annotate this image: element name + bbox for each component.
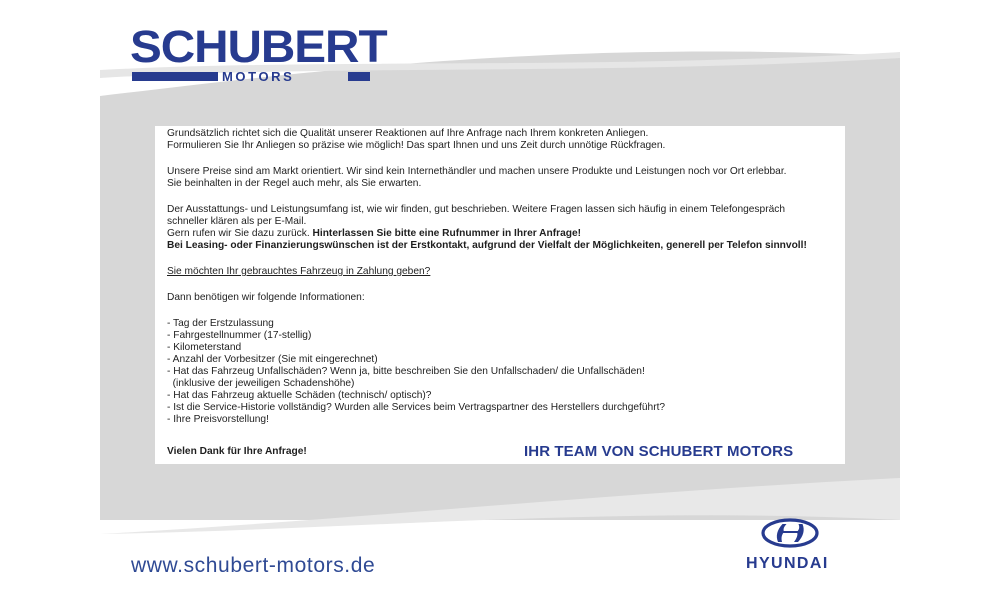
team-signature: IHR TEAM VON SCHUBERT MOTORS <box>524 443 794 460</box>
info-item: - Fahrgestellnummer (17-stellig) <box>167 330 312 341</box>
callback-text: Gern rufen wir Sie dazu zurück. <box>167 228 313 239</box>
info-item: - Tag der Erstzulassung <box>167 318 274 329</box>
hyundai-logo-icon <box>761 518 819 548</box>
info-item: - Ihre Preisvorstellung! <box>167 414 269 425</box>
info-item: - Kilometerstand <box>167 342 242 353</box>
scope-line-2: schneller klären als per E-Mail. <box>167 216 307 227</box>
logo-wordmark: SCHUBERT <box>130 21 387 72</box>
info-intro: Dann benötigen wir folgende Informationen: <box>167 292 365 303</box>
info-item: - Hat das Fahrzeug aktuelle Schäden (technisch/ optisch)? <box>167 390 432 401</box>
notice-card <box>155 126 845 464</box>
logo-subtitle: MOTORS <box>222 69 295 84</box>
scope-line-1: Der Ausstattungs- und Leistungsumfang ist, wie wir finden, gut beschrieben. Weitere Fragen lassen sich häufig in einem Telefongespräch <box>167 204 786 215</box>
info-item: - Ist die Service-Historie vollständig? Wurden alle Services beim Vertragspartner des Herstellers durchgeführt? <box>167 402 666 413</box>
callback-line <box>167 228 581 240</box>
info-item: - Anzahl der Vorbesitzer (Sie mit eingerechnet) <box>167 354 378 365</box>
intro-line-2: Formulieren Sie Ihr Anliegen so präzise wie möglich! Das spart Ihnen und uns Zeit durch unnötige Rückfragen. <box>167 140 666 151</box>
intro-line-1: Grundsätzlich richtet sich die Qualität unserer Reaktionen auf Ihre Anfrage nach Ihrem konkreten Anliegen. <box>167 128 649 139</box>
website-url[interactable]: www.schubert-motors.de <box>131 554 376 577</box>
prices-line-2: Sie beinhalten in der Regel auch mehr, als Sie erwarten. <box>167 178 422 189</box>
info-item: (inklusive der jeweiligen Schadenshöhe) <box>167 378 355 389</box>
callback-emphasis: Hinterlassen Sie bitte eine Rufnummer in Ihrer Anfrage! <box>312 228 582 239</box>
schubert-motors-logo <box>130 21 387 84</box>
hyundai-wordmark: HYUNDAI <box>746 555 829 572</box>
thanks-text: Vielen Dank für Ihre Anfrage! <box>167 446 307 457</box>
leasing-note: Bei Leasing- oder Finanzierungswünschen ist der Erstkontakt, aufgrund der Vielfalt der Möglichkeiten, generell per Telefon sinnvoll! <box>167 240 807 251</box>
prices-line-1: Unsere Preise sind am Markt orientiert. Wir sind kein Internethändler und machen unsere Produkte und Leistungen noch vor Ort erlebbar. <box>167 166 787 177</box>
logo-bar-right <box>348 72 370 81</box>
tradein-question: Sie möchten Ihr gebrauchtes Fahrzeug in Zahlung geben? <box>167 266 431 277</box>
logo-bar-left <box>132 72 218 81</box>
info-item: - Hat das Fahrzeug Unfallschäden? Wenn ja, bitte beschreiben Sie den Unfallschaden/ die Unfallschäden! <box>167 366 645 377</box>
